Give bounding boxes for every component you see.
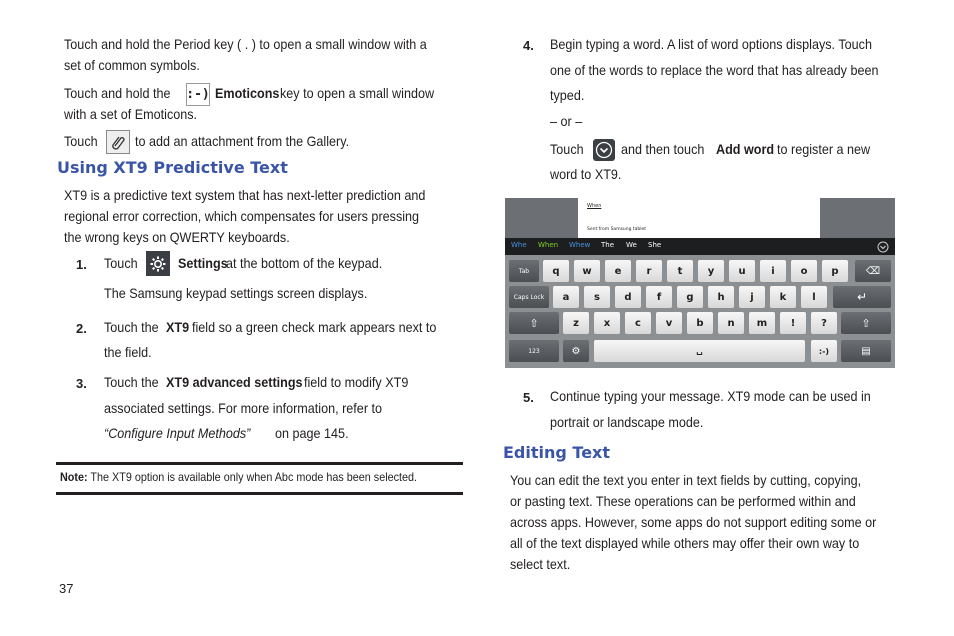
key-j[interactable]: j: [739, 286, 765, 308]
step-3-link[interactable]: “Configure Input Methods”: [104, 425, 251, 441]
emoticons-text-cont: with a set of Emoticons.: [64, 106, 198, 122]
key-w[interactable]: w: [574, 260, 600, 282]
key-m[interactable]: m: [749, 312, 775, 334]
step-5-line-2: portrait or landscape mode.: [550, 414, 704, 430]
key-o[interactable]: o: [791, 260, 817, 282]
intro-line-2: regional error correction, which compensates for users pressing: [64, 208, 420, 224]
suggestion-1[interactable]: Whe: [511, 241, 527, 249]
step-1-number: 1.: [76, 257, 87, 272]
step-1-bold: Settings: [178, 255, 228, 271]
page-number: 37: [59, 581, 74, 596]
key-caps-lock[interactable]: Caps Lock: [509, 286, 549, 308]
suggestion-3[interactable]: Whew: [569, 241, 591, 249]
key-n[interactable]: n: [718, 312, 744, 334]
note-label: Note:: [60, 470, 88, 484]
step-5-number: 5.: [523, 390, 534, 405]
enter-key-icon[interactable]: ↵: [833, 286, 891, 308]
signature: Sent from Samsung tablet: [587, 227, 647, 232]
key-e[interactable]: e: [605, 260, 631, 282]
clipboard-icon[interactable]: ▤: [841, 340, 891, 362]
touch-pre: Touch: [550, 141, 584, 157]
key-h[interactable]: h: [708, 286, 734, 308]
key-p[interactable]: p: [822, 260, 848, 282]
message-body: [578, 198, 820, 238]
key-s[interactable]: s: [584, 286, 610, 308]
step-1-post: at the bottom of the keypad.: [226, 255, 383, 271]
editing-line-3: across apps. However, some apps do not support editing some or: [510, 514, 877, 530]
note: [60, 470, 417, 484]
step-3-pre: Touch the: [104, 374, 159, 390]
attach-text-post: to add an attachment from the Gallery.: [135, 133, 350, 149]
note-text: The XT9 option is available only when Abc mode has been selected.: [90, 470, 418, 484]
heading-using-xt9: Using XT9 Predictive Text: [57, 158, 288, 177]
step-2-bold: XT9: [166, 319, 190, 335]
key-a[interactable]: a: [553, 286, 579, 308]
suggestion-2[interactable]: When: [538, 241, 559, 249]
note-rule-top: [56, 462, 463, 465]
intro-line-1: XT9 is a predictive text system that has next-letter prediction and: [64, 187, 426, 203]
step-2-pre: Touch the: [104, 319, 159, 335]
step-3-cont: associated settings. For more information, refer to: [104, 400, 383, 416]
keypad: [505, 255, 895, 368]
note-rule-bottom: [56, 492, 463, 495]
step-3-page-ref: on page 145.: [275, 425, 349, 441]
key-f[interactable]: f: [646, 286, 672, 308]
step-2-post: field so a green check mark appears next to: [192, 319, 437, 335]
paragraph-period-key: Touch and hold the Period key ( . ) to open a small window with a: [64, 36, 427, 52]
emoticons-text-post: key to open a small window: [280, 85, 435, 101]
paperclip-icon: [106, 130, 130, 154]
emoticon-key-icon: :-): [186, 83, 210, 106]
step-3-bold: XT9 advanced settings: [166, 374, 303, 390]
touch-post: to register a new: [777, 141, 871, 157]
step-2-cont: the field.: [104, 344, 152, 360]
key-y[interactable]: y: [698, 260, 724, 282]
key-r[interactable]: r: [636, 260, 662, 282]
shift-right-icon[interactable]: ⇧: [841, 312, 891, 334]
or-separator: – or –: [550, 113, 583, 129]
suggestion-6[interactable]: She: [648, 241, 662, 249]
step-3-post: field to modify XT9: [304, 374, 409, 390]
step-4-line-1: Begin typing a word. A list of word options displays. Touch: [550, 36, 872, 52]
intro-line-3: the wrong keys on QWERTY keyboards.: [64, 229, 290, 245]
backspace-key-icon[interactable]: ⌫: [855, 260, 891, 282]
add-word-bold: Add word: [716, 141, 775, 157]
attach-text-pre: Touch: [64, 133, 98, 149]
key-b[interactable]: b: [687, 312, 713, 334]
key-d[interactable]: d: [615, 286, 641, 308]
key-question[interactable]: ?: [811, 312, 837, 334]
step-4-line-3: typed.: [550, 87, 585, 103]
step-5-line-1: Continue typing your message. XT9 mode can be used in: [550, 388, 871, 404]
key-q[interactable]: q: [543, 260, 569, 282]
paragraph-period-key-cont: set of common symbols.: [64, 57, 200, 73]
heading-editing-text: Editing Text: [503, 443, 611, 462]
shift-left-icon[interactable]: ⇧: [509, 312, 559, 334]
touch-mid: and then touch: [621, 141, 705, 157]
emoticons-text-pre: Touch and hold the: [64, 85, 171, 101]
typed-word: When: [587, 203, 602, 209]
step-2-number: 2.: [76, 321, 87, 336]
keyboard-settings-icon[interactable]: ⚙: [563, 340, 589, 362]
key-z[interactable]: z: [563, 312, 589, 334]
editing-line-4: all of the text displayed while others may offer their own way to: [510, 535, 860, 551]
chevron-down-icon: [593, 139, 615, 161]
editing-line-1: You can edit the text you enter in text fields by cutting, copying,: [510, 472, 862, 488]
step-3-number: 3.: [76, 376, 87, 391]
key-l[interactable]: l: [801, 286, 827, 308]
key-v[interactable]: v: [656, 312, 682, 334]
emoticons-bold: Emoticons: [215, 85, 280, 101]
suggestion-bar: [505, 238, 895, 255]
key-123[interactable]: 123: [509, 340, 559, 362]
key-t[interactable]: t: [667, 260, 693, 282]
key-k[interactable]: k: [770, 286, 796, 308]
editing-line-2: or pasting text. These operations can be performed within and: [510, 493, 856, 509]
key-g[interactable]: g: [677, 286, 703, 308]
expand-chevron-icon[interactable]: [877, 240, 889, 252]
space-bar[interactable]: ␣: [594, 340, 805, 362]
step-4-number: 4.: [523, 38, 534, 53]
key-i[interactable]: i: [760, 260, 786, 282]
touch-cont: word to XT9.: [550, 166, 622, 182]
key-tab[interactable]: Tab: [509, 260, 539, 282]
key-x[interactable]: x: [594, 312, 620, 334]
key-exclamation[interactable]: !: [780, 312, 806, 334]
step-4-line-2: one of the words to replace the word that has already been: [550, 62, 879, 78]
editing-line-5: select text.: [510, 556, 571, 572]
key-emoticon[interactable]: :-): [811, 340, 837, 362]
settings-gear-icon: [146, 251, 170, 276]
step-1-pre: Touch: [104, 255, 138, 271]
key-c[interactable]: c: [625, 312, 651, 334]
key-u[interactable]: u: [729, 260, 755, 282]
step-1-sub: The Samsung keypad settings screen displays.: [104, 285, 368, 301]
suggestion-5[interactable]: We: [626, 241, 637, 249]
keyboard-screenshot: [505, 198, 895, 368]
suggestion-4[interactable]: The: [601, 241, 615, 249]
